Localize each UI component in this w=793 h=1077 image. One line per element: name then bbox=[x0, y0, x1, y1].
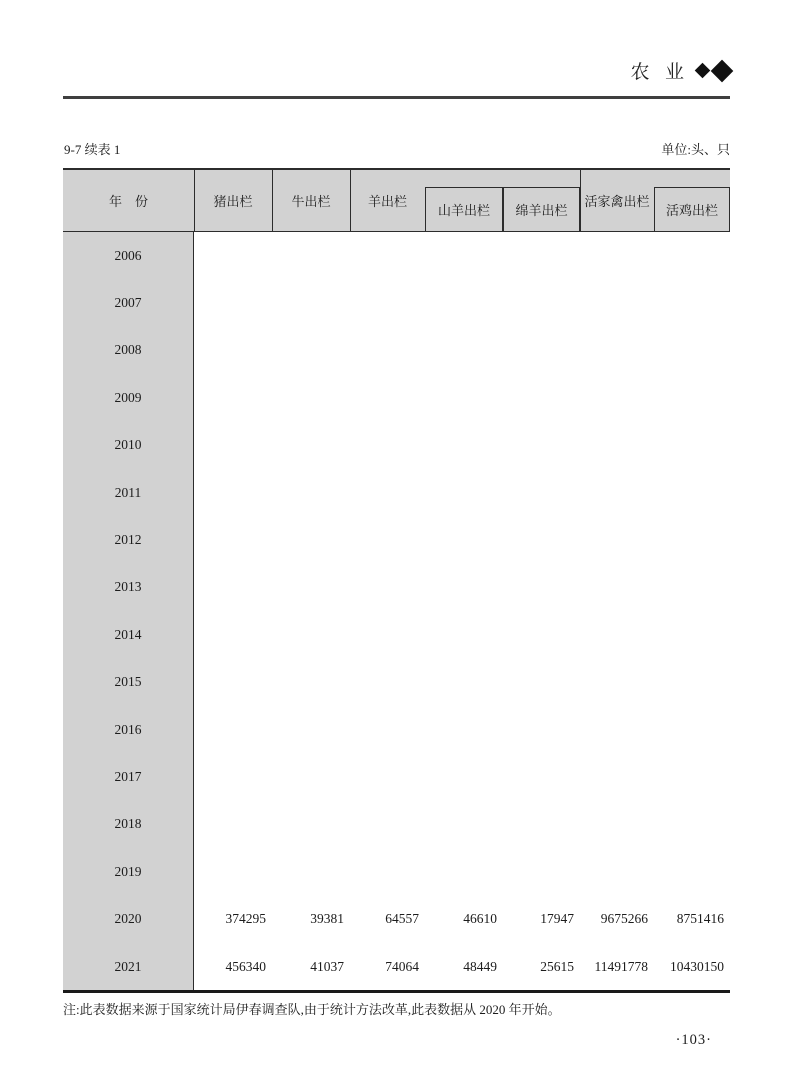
data-cell-sheep bbox=[350, 279, 425, 326]
table-row bbox=[63, 895, 730, 942]
data-cell-ewe bbox=[503, 659, 580, 706]
data-cell-ewe bbox=[503, 469, 580, 516]
data-cell-pig bbox=[194, 232, 272, 279]
running-head-rule bbox=[63, 96, 730, 99]
data-cell-ewe bbox=[503, 279, 580, 326]
data-cell-cattle bbox=[272, 564, 350, 611]
data-cell-poultry bbox=[580, 327, 654, 374]
year-cell: 2008 bbox=[63, 327, 194, 374]
statistics-table bbox=[63, 168, 730, 993]
year-cell: 2010 bbox=[63, 422, 194, 469]
data-cell-pig bbox=[194, 279, 272, 326]
year-cell: 2006 bbox=[63, 232, 194, 279]
table-row bbox=[63, 469, 730, 516]
year-cell: 2011 bbox=[63, 469, 194, 516]
data-cell-chicken bbox=[654, 611, 730, 658]
data-cell-chicken bbox=[654, 753, 730, 800]
data-cell-pig bbox=[194, 469, 272, 516]
data-cell-goat bbox=[425, 327, 503, 374]
data-cell-poultry bbox=[580, 848, 654, 895]
data-cell-sheep: 74064 bbox=[385, 958, 419, 974]
data-cell-poultry: 9675266 bbox=[600, 911, 648, 927]
table-row bbox=[63, 706, 730, 753]
data-cell-pig bbox=[194, 516, 272, 563]
data-cell-sheep bbox=[350, 611, 425, 658]
data-cell-ewe: 25615 bbox=[540, 958, 574, 974]
table-body bbox=[63, 232, 730, 993]
data-cell-sheep bbox=[350, 801, 425, 848]
data-cell-goat bbox=[425, 374, 503, 421]
data-cell-chicken bbox=[654, 232, 730, 279]
data-cell-poultry bbox=[580, 659, 654, 706]
data-cell-goat bbox=[425, 422, 503, 469]
data-cell-chicken bbox=[654, 801, 730, 848]
data-cell-poultry bbox=[580, 801, 654, 848]
data-cell-pig bbox=[194, 327, 272, 374]
data-cell-sheep bbox=[350, 659, 425, 706]
year-cell: 2013 bbox=[63, 564, 194, 611]
data-cell-ewe bbox=[503, 516, 580, 563]
data-cell-cattle bbox=[272, 327, 350, 374]
data-cell-cattle: 39381 bbox=[310, 911, 344, 927]
data-cell-cattle bbox=[272, 706, 350, 753]
table-caption: 9-7 续表 1 bbox=[64, 142, 121, 157]
data-cell-ewe bbox=[503, 848, 580, 895]
data-cell-poultry bbox=[580, 516, 654, 563]
data-cell-goat bbox=[425, 753, 503, 800]
data-cell-goat: 48449 bbox=[463, 958, 497, 974]
data-cell-ewe bbox=[503, 422, 580, 469]
table-row bbox=[63, 659, 730, 706]
data-cell-chicken bbox=[654, 327, 730, 374]
data-cell-cattle bbox=[272, 232, 350, 279]
data-cell-pig bbox=[194, 422, 272, 469]
data-cell-ewe bbox=[503, 706, 580, 753]
data-cell-pig bbox=[194, 374, 272, 421]
data-cell-chicken bbox=[654, 469, 730, 516]
data-cell-sheep bbox=[350, 564, 425, 611]
data-cell-cattle bbox=[272, 659, 350, 706]
data-cell-poultry bbox=[580, 706, 654, 753]
column-header-year: 年 份 bbox=[108, 194, 148, 209]
data-cell-cattle bbox=[272, 469, 350, 516]
column-header-chicken: 活鸡出栏 bbox=[654, 187, 730, 231]
data-cell-ewe bbox=[503, 564, 580, 611]
page-number: ·103· bbox=[675, 1032, 712, 1048]
data-cell-goat: 46610 bbox=[463, 911, 497, 927]
data-cell-chicken: 8751416 bbox=[676, 911, 724, 927]
diamond-large-icon bbox=[711, 59, 734, 82]
year-cell: 2017 bbox=[63, 753, 194, 800]
table-row bbox=[63, 943, 730, 990]
year-cell: 2018 bbox=[63, 801, 194, 848]
data-cell-cattle bbox=[272, 611, 350, 658]
table-row bbox=[63, 564, 730, 611]
data-cell-goat bbox=[425, 706, 503, 753]
running-head bbox=[630, 57, 730, 84]
table-row bbox=[63, 801, 730, 848]
data-cell-cattle bbox=[272, 422, 350, 469]
data-cell-ewe bbox=[503, 232, 580, 279]
data-cell-cattle bbox=[272, 516, 350, 563]
data-cell-poultry bbox=[580, 564, 654, 611]
data-cell-pig: 374295 bbox=[225, 911, 266, 927]
data-cell-goat bbox=[425, 564, 503, 611]
year-cell: 2021 bbox=[63, 943, 194, 990]
data-cell-sheep bbox=[350, 422, 425, 469]
data-cell-chicken bbox=[654, 374, 730, 421]
data-cell-chicken bbox=[654, 422, 730, 469]
data-cell-cattle bbox=[272, 848, 350, 895]
data-cell-poultry bbox=[580, 279, 654, 326]
data-cell-sheep bbox=[350, 232, 425, 279]
data-cell-sheep bbox=[350, 469, 425, 516]
data-cell-sheep bbox=[350, 374, 425, 421]
year-cell: 2009 bbox=[63, 374, 194, 421]
data-cell-sheep bbox=[350, 848, 425, 895]
data-cell-ewe bbox=[503, 327, 580, 374]
table-row bbox=[63, 611, 730, 658]
data-cell-ewe: 17947 bbox=[540, 911, 574, 927]
data-cell-poultry: 11491778 bbox=[594, 958, 648, 974]
table-row bbox=[63, 327, 730, 374]
data-cell-pig: 456340 bbox=[225, 958, 266, 974]
data-cell-pig bbox=[194, 801, 272, 848]
data-cell-ewe bbox=[503, 374, 580, 421]
data-cell-chicken bbox=[654, 659, 730, 706]
data-cell-goat bbox=[425, 232, 503, 279]
data-cell-goat bbox=[425, 659, 503, 706]
data-cell-pig bbox=[194, 706, 272, 753]
data-cell-poultry bbox=[580, 753, 654, 800]
table-row bbox=[63, 279, 730, 326]
data-cell-pig bbox=[194, 564, 272, 611]
column-header-ewe: 绵羊出栏 bbox=[503, 187, 580, 231]
data-cell-poultry bbox=[580, 422, 654, 469]
data-cell-ewe bbox=[503, 611, 580, 658]
data-cell-goat bbox=[425, 279, 503, 326]
data-cell-goat bbox=[425, 801, 503, 848]
data-cell-chicken bbox=[654, 706, 730, 753]
column-header-goat: 山羊出栏 bbox=[425, 187, 503, 231]
year-cell: 2019 bbox=[63, 848, 194, 895]
data-cell-pig bbox=[194, 611, 272, 658]
data-cell-pig bbox=[194, 659, 272, 706]
data-cell-chicken bbox=[654, 279, 730, 326]
data-cell-ewe bbox=[503, 753, 580, 800]
data-cell-goat bbox=[425, 516, 503, 563]
data-cell-cattle bbox=[272, 374, 350, 421]
column-header-poultry: 活家禽出栏 bbox=[584, 194, 650, 209]
data-cell-sheep bbox=[350, 753, 425, 800]
data-cell-ewe bbox=[503, 801, 580, 848]
table-row bbox=[63, 848, 730, 895]
data-cell-chicken bbox=[654, 564, 730, 611]
table-row bbox=[63, 753, 730, 800]
column-header-sheep: 羊出栏 bbox=[367, 194, 407, 209]
unit-label: 单位:头、只 bbox=[661, 142, 730, 157]
table-row bbox=[63, 422, 730, 469]
data-cell-poultry bbox=[580, 469, 654, 516]
data-cell-poultry bbox=[580, 374, 654, 421]
data-cell-cattle bbox=[272, 801, 350, 848]
table-row bbox=[63, 374, 730, 421]
data-cell-poultry bbox=[580, 232, 654, 279]
year-cell: 2007 bbox=[63, 279, 194, 326]
column-header-pig: 猪出栏 bbox=[213, 194, 253, 209]
data-cell-goat bbox=[425, 469, 503, 516]
diamond-small-icon bbox=[695, 63, 711, 79]
table-header bbox=[63, 168, 730, 232]
data-cell-goat bbox=[425, 611, 503, 658]
year-cell: 2014 bbox=[63, 611, 194, 658]
table-row bbox=[63, 232, 730, 279]
data-cell-cattle bbox=[272, 279, 350, 326]
table-row bbox=[63, 516, 730, 563]
section-title: 农 业 bbox=[630, 62, 686, 83]
data-cell-goat bbox=[425, 848, 503, 895]
data-cell-cattle: 41037 bbox=[310, 958, 344, 974]
year-cell: 2012 bbox=[63, 516, 194, 563]
data-cell-cattle bbox=[272, 753, 350, 800]
year-cell: 2016 bbox=[63, 706, 194, 753]
column-header-cattle: 牛出栏 bbox=[291, 194, 331, 209]
data-cell-poultry bbox=[580, 611, 654, 658]
data-cell-sheep bbox=[350, 706, 425, 753]
data-cell-chicken bbox=[654, 848, 730, 895]
table-footnote: 注:此表数据来源于国家统计局伊春调查队,由于统计方法改革,此表数据从 2020 年开始。 bbox=[63, 1002, 561, 1017]
year-cell: 2015 bbox=[63, 659, 194, 706]
data-cell-sheep: 64557 bbox=[385, 911, 419, 927]
data-cell-pig bbox=[194, 753, 272, 800]
year-cell: 2020 bbox=[63, 895, 194, 942]
data-cell-sheep bbox=[350, 327, 425, 374]
data-cell-pig bbox=[194, 848, 272, 895]
data-cell-chicken bbox=[654, 516, 730, 563]
data-cell-sheep bbox=[350, 516, 425, 563]
data-cell-chicken: 10430150 bbox=[670, 958, 724, 974]
